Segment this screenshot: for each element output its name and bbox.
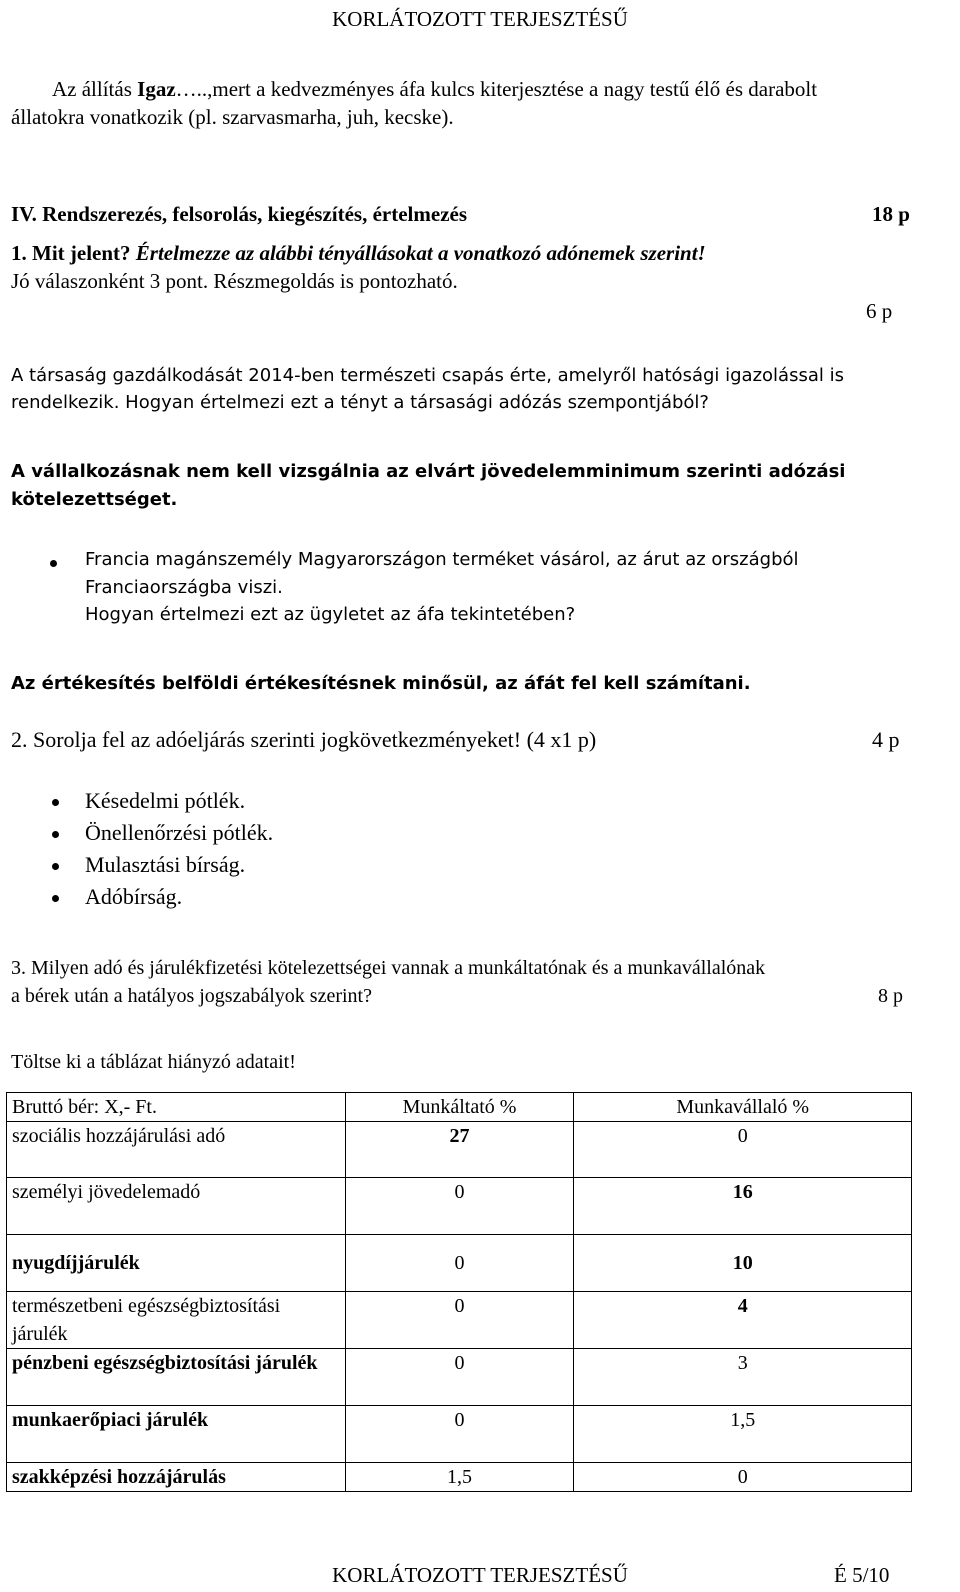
employer-value: 27 [345,1122,574,1178]
row-label: természetbeni egészségbiztosítási járulék [7,1292,346,1349]
employer-value: 0 [345,1178,574,1235]
q1-number: 1. [11,241,27,265]
table-row [7,1178,912,1235]
q3-line1: 3. Milyen adó és járulékfizetési kötelezettségei vannak a munkáltatónak és a munkavállalónak [11,957,766,979]
row-label: szakképzési hozzájárulás [7,1463,346,1492]
q2-item: Késedelmi pótlék. [85,788,246,813]
q2-points: 4 p [872,727,900,752]
table-row [7,1463,912,1492]
q1-case1-line1: A társaság gazdálkodását 2014-ben természeti csapás érte, amelyről hatósági igazolással is [11,365,844,386]
intro-line-1 [52,76,817,102]
q1-case1-line2: rendelkezik. Hogyan értelmezi ezt a tényt a társasági adózás szempontjából? [11,392,709,413]
bullet-icon [52,799,59,806]
q3-points: 8 p [878,985,903,1007]
bullet-icon [52,831,59,838]
intro-word-igaz: Igaz [137,77,176,101]
employer-value: 0 [345,1406,574,1463]
employer-value: 0 [345,1292,574,1349]
row-label: pénzbeni egészségbiztosítási járulék [7,1349,346,1406]
row-label: szociális hozzájárulási adó [7,1122,346,1178]
q1-answer1-line2: kötelezettséget. [11,489,178,510]
intro-part-2: …..,mert a kedvezményes áfa kulcs kiterjesztése a nagy testű élő és darabolt [175,77,818,101]
section-title: IV. Rendszerezés, felsorolás, kiegészítés, értelmezés [11,202,468,226]
q3-line2: a bérek után a hatályos jogszabályok szerint? [11,985,372,1007]
row-label: munkaerőpiaci járulék [7,1406,346,1463]
row-label: nyugdíjjárulék [7,1235,346,1292]
employee-value: 0 [574,1122,912,1178]
row-label: személyi jövedelemadó [7,1178,346,1235]
table-header-row [7,1093,912,1122]
bullet-icon [52,895,59,902]
q1-case2-line1: Francia magánszemély Magyarországon terméket vásárol, az árut az országból [85,549,799,570]
intro-line-2: állatokra vonatkozik (pl. szarvasmarha, juh, kecske). [11,105,454,129]
employer-value: 0 [345,1349,574,1406]
employee-value: 16 [574,1178,912,1235]
q3-instruction: Töltse ki a táblázat hiányzó adatait! [11,1051,296,1073]
table-header: Munkáltató % [345,1093,574,1122]
employer-value: 1,5 [345,1463,574,1492]
contribution-table [6,1092,912,1492]
q1-title-italic: Értelmezze az alábbi tényállásokat a vonatkozó adónemek szerint! [135,241,706,265]
table-row [7,1235,912,1292]
q1-answer2: Az értékesítés belföldi értékesítésnek minősül, az áfát fel kell számítani. [11,673,751,694]
table-row [7,1349,912,1406]
table-header: Bruttó bér: X,- Ft. [7,1093,346,1122]
employee-value: 4 [574,1292,912,1349]
employee-value: 10 [574,1235,912,1292]
bullet-icon [50,560,57,567]
employee-value: 1,5 [574,1406,912,1463]
q1-subtitle: Jó válaszonként 3 pont. Részmegoldás is pontozható. [11,269,458,293]
q2-item: Mulasztási bírság. [85,852,246,877]
q1-points: 6 p [866,299,893,323]
q1-answer1-line1: A vállalkozásnak nem kell vizsgálnia az elvárt jövedelemminimum szerinti adózási [11,461,846,482]
employee-value: 0 [574,1463,912,1492]
q1-title-plain: Mit jelent? [26,241,136,265]
table-row [7,1292,912,1349]
table-header: Munkavállaló % [574,1093,912,1122]
employer-value: 0 [345,1235,574,1292]
q1-case2-line3: Hogyan értelmezi ezt az ügyletet az áfa tekintetében? [85,604,576,625]
bullet-icon [52,863,59,870]
table-row [7,1122,912,1178]
q2-title: 2. Sorolja fel az adóeljárás szerinti jogkövetkezményeket! (4 x1 p) [11,727,597,752]
q2-item: Adóbírság. [85,884,183,909]
section-points: 18 p [872,202,910,226]
intro-part-1: Az állítás [52,77,138,101]
header-classification: KORLÁTOZOTT TERJESZTÉSŰ [332,7,628,31]
q1-case2-line2: Franciaországba viszi. [85,577,283,598]
employee-value: 3 [574,1349,912,1406]
table-row [7,1406,912,1463]
q1-title [11,240,706,266]
q2-item: Önellenőrzési pótlék. [85,820,274,845]
footer-classification: KORLÁTOZOTT TERJESZTÉSŰ [332,1563,628,1587]
footer-page-number: É 5/10 [834,1563,890,1587]
